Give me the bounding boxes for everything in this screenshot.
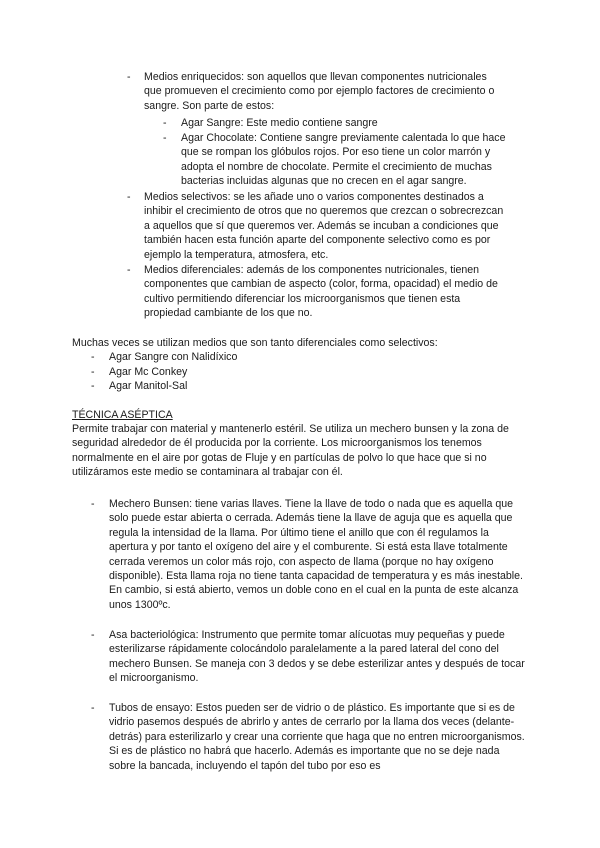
list-item-text: Mechero Bunsen: tiene varias llaves. Tiene la llave de todo o nada que es aquella que solo puede estar abierta o cerrada. Además tiene la llave de aguja que es aquella que regula la intensidad de la llama. Por último tiene el anillo que con él regulamos la apertura y por tanto el oxígeno del aire y el comburente. Si está esta llave totalmente cerrada veremos un color más rojo, con aspecto de llama (porque no hay oxígeno disponible). Esta llama roja no tiene tanta capacidad de temperatura y es más inestable. En cambio, si está abierto, vemos un doble cono en el cual en la punta de este alcanza unos 1300ºc. (109, 498, 523, 611)
list-dash: - (91, 702, 95, 714)
list-dash: - (91, 366, 95, 378)
paragraph-aseptic-intro: Permite trabajar con material y mantenerlo estéril. Se utiliza un mechero bunsen y la zona de seguridad alrededor de él producida por la corriente. Los microorganismos los tenemos normalmente en el aire por gotas de Fluje y en partículas de polvo lo que hace que si no utilizáramos este medio se contaminara al trabajar con él. (72, 423, 509, 479)
list-item-selective-media (127, 190, 507, 262)
list-dash: - (91, 380, 95, 392)
list-dash: - (91, 498, 95, 510)
list-item-text: Agar Mc Conkey (109, 366, 188, 378)
list-item-text: Agar Manitol-Sal (109, 380, 188, 392)
list-item-text: Tubos de ensayo: Estos pueden ser de vidrio o de plástico. Es importante que si es de vidrio pasemos después de abrirlo y antes de cerrarlo por la llama dos veces (delante-detrás) para esterilizarlo y crear una corriente que haga que no entren microorganismos. Si es de plástico no habrá que hacerlo. Además es importante que no se deje nada sobre la bancada, incluyendo el tapón del tubo por eso es (109, 702, 525, 772)
list-dash: - (163, 132, 167, 144)
list-item-text: Agar Sangre: Este medio contiene sangre (181, 117, 378, 129)
list-dash: - (127, 71, 131, 83)
list-item-both-2 (91, 365, 391, 379)
list-item-text: Agar Chocolate: Contiene sangre previamente calentada lo que hace que se rompan los glóbulos rojos. Por eso tiene un color marrón y adopta el nombre de chocolate. Permite el crecimiento de muchas bacterias incluidas algunas que no crecen en el agar sangre. (181, 132, 506, 188)
list-item-both-3 (91, 379, 391, 393)
list-item-asa (91, 628, 527, 686)
list-item-text: Agar Sangre con Nalidíxico (109, 351, 238, 363)
list-item-both-1 (91, 350, 391, 364)
list-item-text: Medios selectivos: se les añade uno o varios componentes destinados a inhibir el crecimiento de otros que no queremos que crezcan o sobrecrezcan a aquellos que sí que queremos ver. Además se incuban a condiciones que también hacen esta función aparte del componente selectivo como es por ejemplo la temperatura, atmosfera, etc. (144, 191, 504, 261)
list-dash: - (127, 264, 131, 276)
paragraph-both-types: Muchas veces se utilizan medios que son tanto diferenciales como selectivos: (72, 337, 438, 349)
list-dash: - (91, 351, 95, 363)
list-dash: - (127, 191, 131, 203)
list-item-text: Medios enriquecidos: son aquellos que llevan componentes nutricionales que promueven el crecimiento como por ejemplo factores de crecimiento o sangre. Son parte de estos: (144, 71, 495, 112)
list-item-text: Medios diferenciales: además de los componentes nutricionales, tienen componentes que cambian de aspecto (color, forma, opacidad) el medio de cultivo permitiendo diferenciar los microorganismos que tienen esta propiedad cambiante de los que no. (144, 264, 498, 320)
sub-item-agar-sangre (163, 116, 508, 130)
list-item-bunsen (91, 497, 527, 612)
list-item-tubos (91, 701, 527, 773)
list-item-enriched-media (127, 70, 507, 113)
list-dash: - (91, 629, 95, 641)
section-heading: TÉCNICA ASÉPTICA (72, 409, 173, 421)
list-dash: - (163, 117, 167, 129)
list-item-text: Asa bacteriológica: Instrumento que permite tomar alícuotas muy pequeñas y puede esterilizarse rápidamente colocándolo paralelamente a la pared lateral del cono del mechero Bunsen. Se maneja con 3 dedos y se debe esterilizar antes y después de tocar el microorganismo. (109, 629, 525, 685)
list-item-differential-media (127, 263, 507, 321)
sub-item-agar-chocolate (163, 131, 508, 189)
